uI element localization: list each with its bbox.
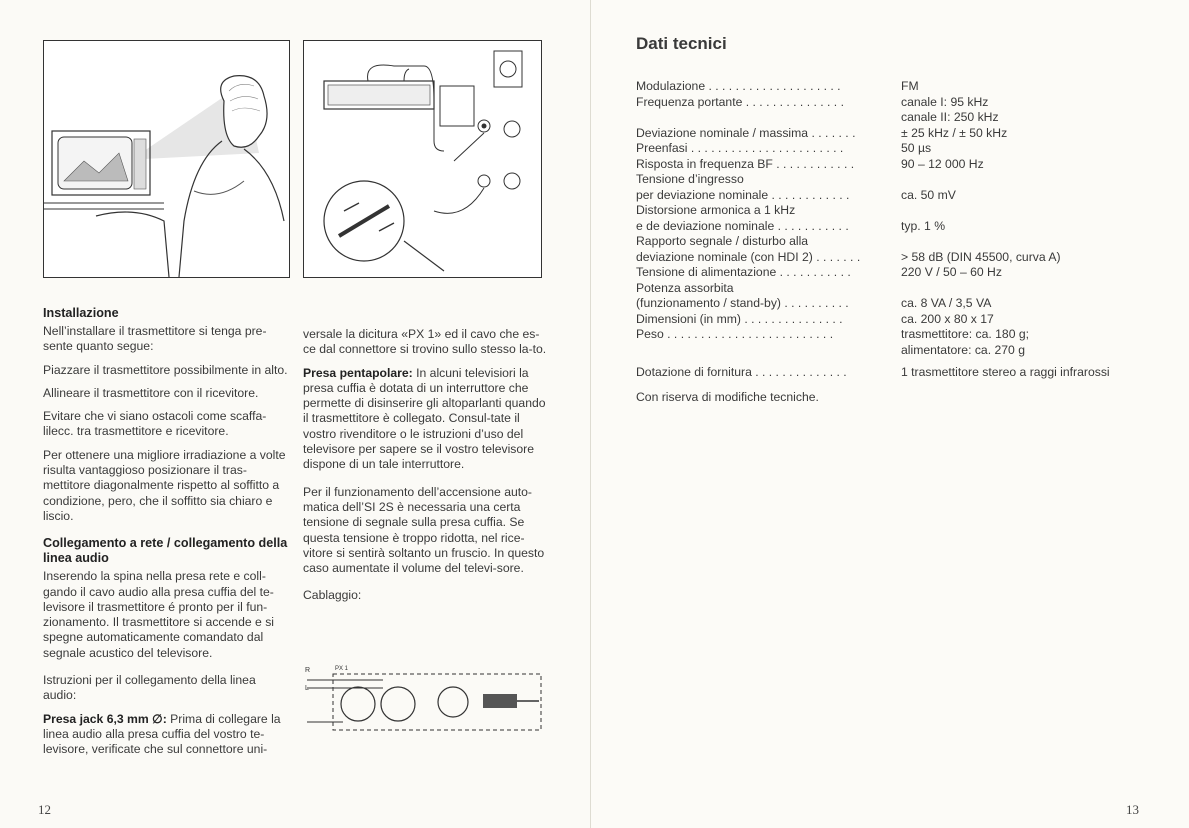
specs-table bbox=[636, 79, 1136, 381]
installation-paragraph: Piazzare il trasmettitore possibilmente in alto. bbox=[43, 362, 288, 377]
spec-row bbox=[636, 95, 1136, 111]
spec-row bbox=[636, 250, 1136, 266]
spec-label: deviazione nominale (con HDI 2) . . . . . . . bbox=[636, 249, 861, 264]
spec-gap bbox=[636, 358, 1136, 365]
spec-value bbox=[901, 281, 1136, 297]
spec-value: 1 trasmettitore stereo a raggi infrarossi bbox=[901, 365, 1110, 379]
installation-heading: Installazione bbox=[43, 306, 119, 320]
spec-row bbox=[636, 327, 1136, 343]
spec-value bbox=[901, 234, 1136, 250]
spec-row bbox=[636, 312, 1136, 328]
spec-row bbox=[636, 110, 1136, 126]
spec-row bbox=[636, 234, 1136, 250]
spec-label: Peso . . . . . . . . . . . . . . . . . . . . . . . . . bbox=[636, 327, 834, 341]
spec-row bbox=[636, 265, 1136, 281]
spec-label: Distorsione armonica a 1 kHz bbox=[636, 203, 796, 217]
connection-paragraph: Inserendo la spina nella presa rete e coll-gando il cavo audio alla presa cuffia del te-levisore il trasmettitore é pronto per il fun-zionamento. Il trasmettitore si accende e si spegne automaticamente comandato dal segnale acustico del televisore. bbox=[43, 569, 274, 660]
continuation-paragraph: versale la dicitura «PX 1» ed il cavo che es-ce dal connettore si trovino sullo stesso la-to. bbox=[303, 327, 547, 357]
spec-value bbox=[901, 203, 1136, 219]
spec-row bbox=[636, 296, 1136, 312]
spec-row bbox=[636, 343, 1136, 359]
spec-row bbox=[636, 188, 1136, 204]
wiring-label: Cablaggio: bbox=[303, 588, 362, 603]
spec-label: Dimensioni (in mm) . . . . . . . . . . . . . . . bbox=[636, 311, 843, 326]
penta-title: Presa pentapolare: bbox=[303, 365, 413, 380]
spec-label: Tensione di alimentazione . . . . . . . . . . . bbox=[636, 265, 851, 279]
spec-value: > 58 dB (DIN 45500, curva A) bbox=[901, 249, 1061, 264]
spec-label: Preenfasi . . . . . . . . . . . . . . . . . . . . . . . bbox=[636, 141, 844, 155]
tv-viewer-illustration bbox=[44, 41, 289, 277]
spec-value: alimentatore: ca. 270 g bbox=[901, 342, 1025, 357]
spec-label bbox=[636, 343, 901, 359]
spec-value: 90 – 12 000 Hz bbox=[901, 156, 984, 171]
wiring-diagram bbox=[303, 662, 548, 736]
spec-value: ca. 200 x 80 x 17 bbox=[901, 311, 994, 326]
wiring-px-label: PX 1 bbox=[335, 666, 349, 672]
spec-label: Tensione d’ingresso bbox=[636, 172, 744, 186]
penta-paragraph bbox=[303, 366, 548, 473]
spec-row bbox=[636, 79, 1136, 95]
spec-label: Deviazione nominale / massima . . . . . . . bbox=[636, 125, 856, 140]
spec-label: Modulazione . . . . . . . . . . . . . . . . . . . . bbox=[636, 79, 841, 93]
spec-value: canale II: 250 kHz bbox=[901, 110, 999, 124]
spec-label: Dotazione di fornitura . . . . . . . . . . . . . . bbox=[636, 365, 847, 379]
connection-illustration bbox=[303, 40, 542, 278]
penta-text: In alcuni televisiori la presa cuffia è dotata di un interruttore che permette di disinserire gli altoparlanti quando il trasmettitore è collegato. Consul-tate il vostro rivenditore o le istruzioni d’uso del televisore per sapere se il vostro televisore dispone di un tale interruttore. bbox=[303, 365, 546, 472]
spec-label: e de deviazione nominale . . . . . . . . . . . bbox=[636, 218, 849, 233]
spec-value: 50 µs bbox=[901, 141, 932, 155]
wiring-r-label: R bbox=[305, 667, 311, 674]
spec-row bbox=[636, 281, 1136, 297]
left-column bbox=[43, 306, 288, 766]
middle-column bbox=[303, 327, 548, 612]
connection-heading: Collegamento a rete / collegamento della linea audio bbox=[43, 536, 288, 566]
spec-value: trasmettitore: ca. 180 g; bbox=[901, 327, 1030, 341]
spec-row bbox=[636, 172, 1136, 188]
spec-row bbox=[636, 365, 1136, 381]
spec-value: ± 25 kHz / ± 50 kHz bbox=[901, 125, 1008, 140]
left-page bbox=[0, 0, 591, 828]
spec-value: 220 V / 50 – 60 Hz bbox=[901, 265, 1002, 279]
spec-label bbox=[636, 110, 901, 126]
spec-label: per deviazione nominale . . . . . . . . . . . . bbox=[636, 187, 850, 202]
spec-row bbox=[636, 219, 1136, 235]
spec-label: Potenza assorbita bbox=[636, 280, 734, 295]
spec-row bbox=[636, 157, 1136, 173]
installation-paragraph: Per ottenere una migliore irradiazione a volte risulta vantaggioso posizionare il tras-mettitore diagonalmente rispetto al soffitto a condizione, pero, che il soffitto sia chiaro e liscio. bbox=[43, 447, 286, 523]
spec-value: canale I: 95 kHz bbox=[901, 94, 989, 109]
spec-value: FM bbox=[901, 79, 919, 93]
spec-value: ca. 50 mV bbox=[901, 187, 956, 202]
jack-title: Presa jack 6,3 mm ∅: bbox=[43, 711, 167, 726]
jack-text: Prima di collegare la linea audio alla presa cuffia del vostro te-levisore, verificate che sul connettore uni- bbox=[43, 711, 281, 757]
installation-paragraph: Nell’installare il trasmettitore si tenga pre-sente quanto segue: bbox=[43, 324, 267, 354]
jack-paragraph bbox=[43, 712, 288, 758]
spec-label: Risposta in frequenza BF . . . . . . . . . . . . bbox=[636, 156, 855, 171]
transmitter-connection-diagram bbox=[304, 41, 541, 277]
wiring-l-label: L bbox=[305, 685, 309, 692]
spec-value bbox=[901, 172, 1136, 188]
installation-paragraph: Evitare che vi siano ostacoli come scaffa-lilecc. tra trasmettitore e ricevitore. bbox=[43, 409, 267, 439]
auto-paragraph: Per il funzionamento dell’accensione auto-matica dell’SI 2S è necessaria una certa tensione di segnale sulla presa cuffia. Se questa tensione è troppo ridotta, nel rice-vitore si sentirà soltanto un fruscio. In questo caso aumentate il volume del televi-sore. bbox=[303, 484, 545, 576]
page-number-right: 13 bbox=[1126, 802, 1139, 817]
spec-label: Frequenza portante . . . . . . . . . . . . . . . bbox=[636, 94, 844, 109]
technical-data-title: Dati tecnici bbox=[636, 34, 727, 53]
page-number-left: 12 bbox=[38, 802, 51, 817]
connection-paragraph: Istruzioni per il collegamento della linea audio: bbox=[43, 673, 256, 703]
spec-row bbox=[636, 141, 1136, 157]
spec-value: typ. 1 % bbox=[901, 218, 946, 233]
spec-row bbox=[636, 203, 1136, 219]
spec-label: Rapporto segnale / disturbo alla bbox=[636, 234, 809, 248]
spec-label: (funzionamento / stand-by) . . . . . . . . . . bbox=[636, 296, 849, 310]
installation-illustration bbox=[43, 40, 290, 278]
spec-value: ca. 8 VA / 3,5 VA bbox=[901, 296, 992, 310]
installation-paragraph: Allineare il trasmettitore con il ricevitore. bbox=[43, 385, 259, 400]
modification-note: Con riserva di modifiche tecniche. bbox=[636, 390, 819, 404]
spec-row bbox=[636, 126, 1136, 142]
